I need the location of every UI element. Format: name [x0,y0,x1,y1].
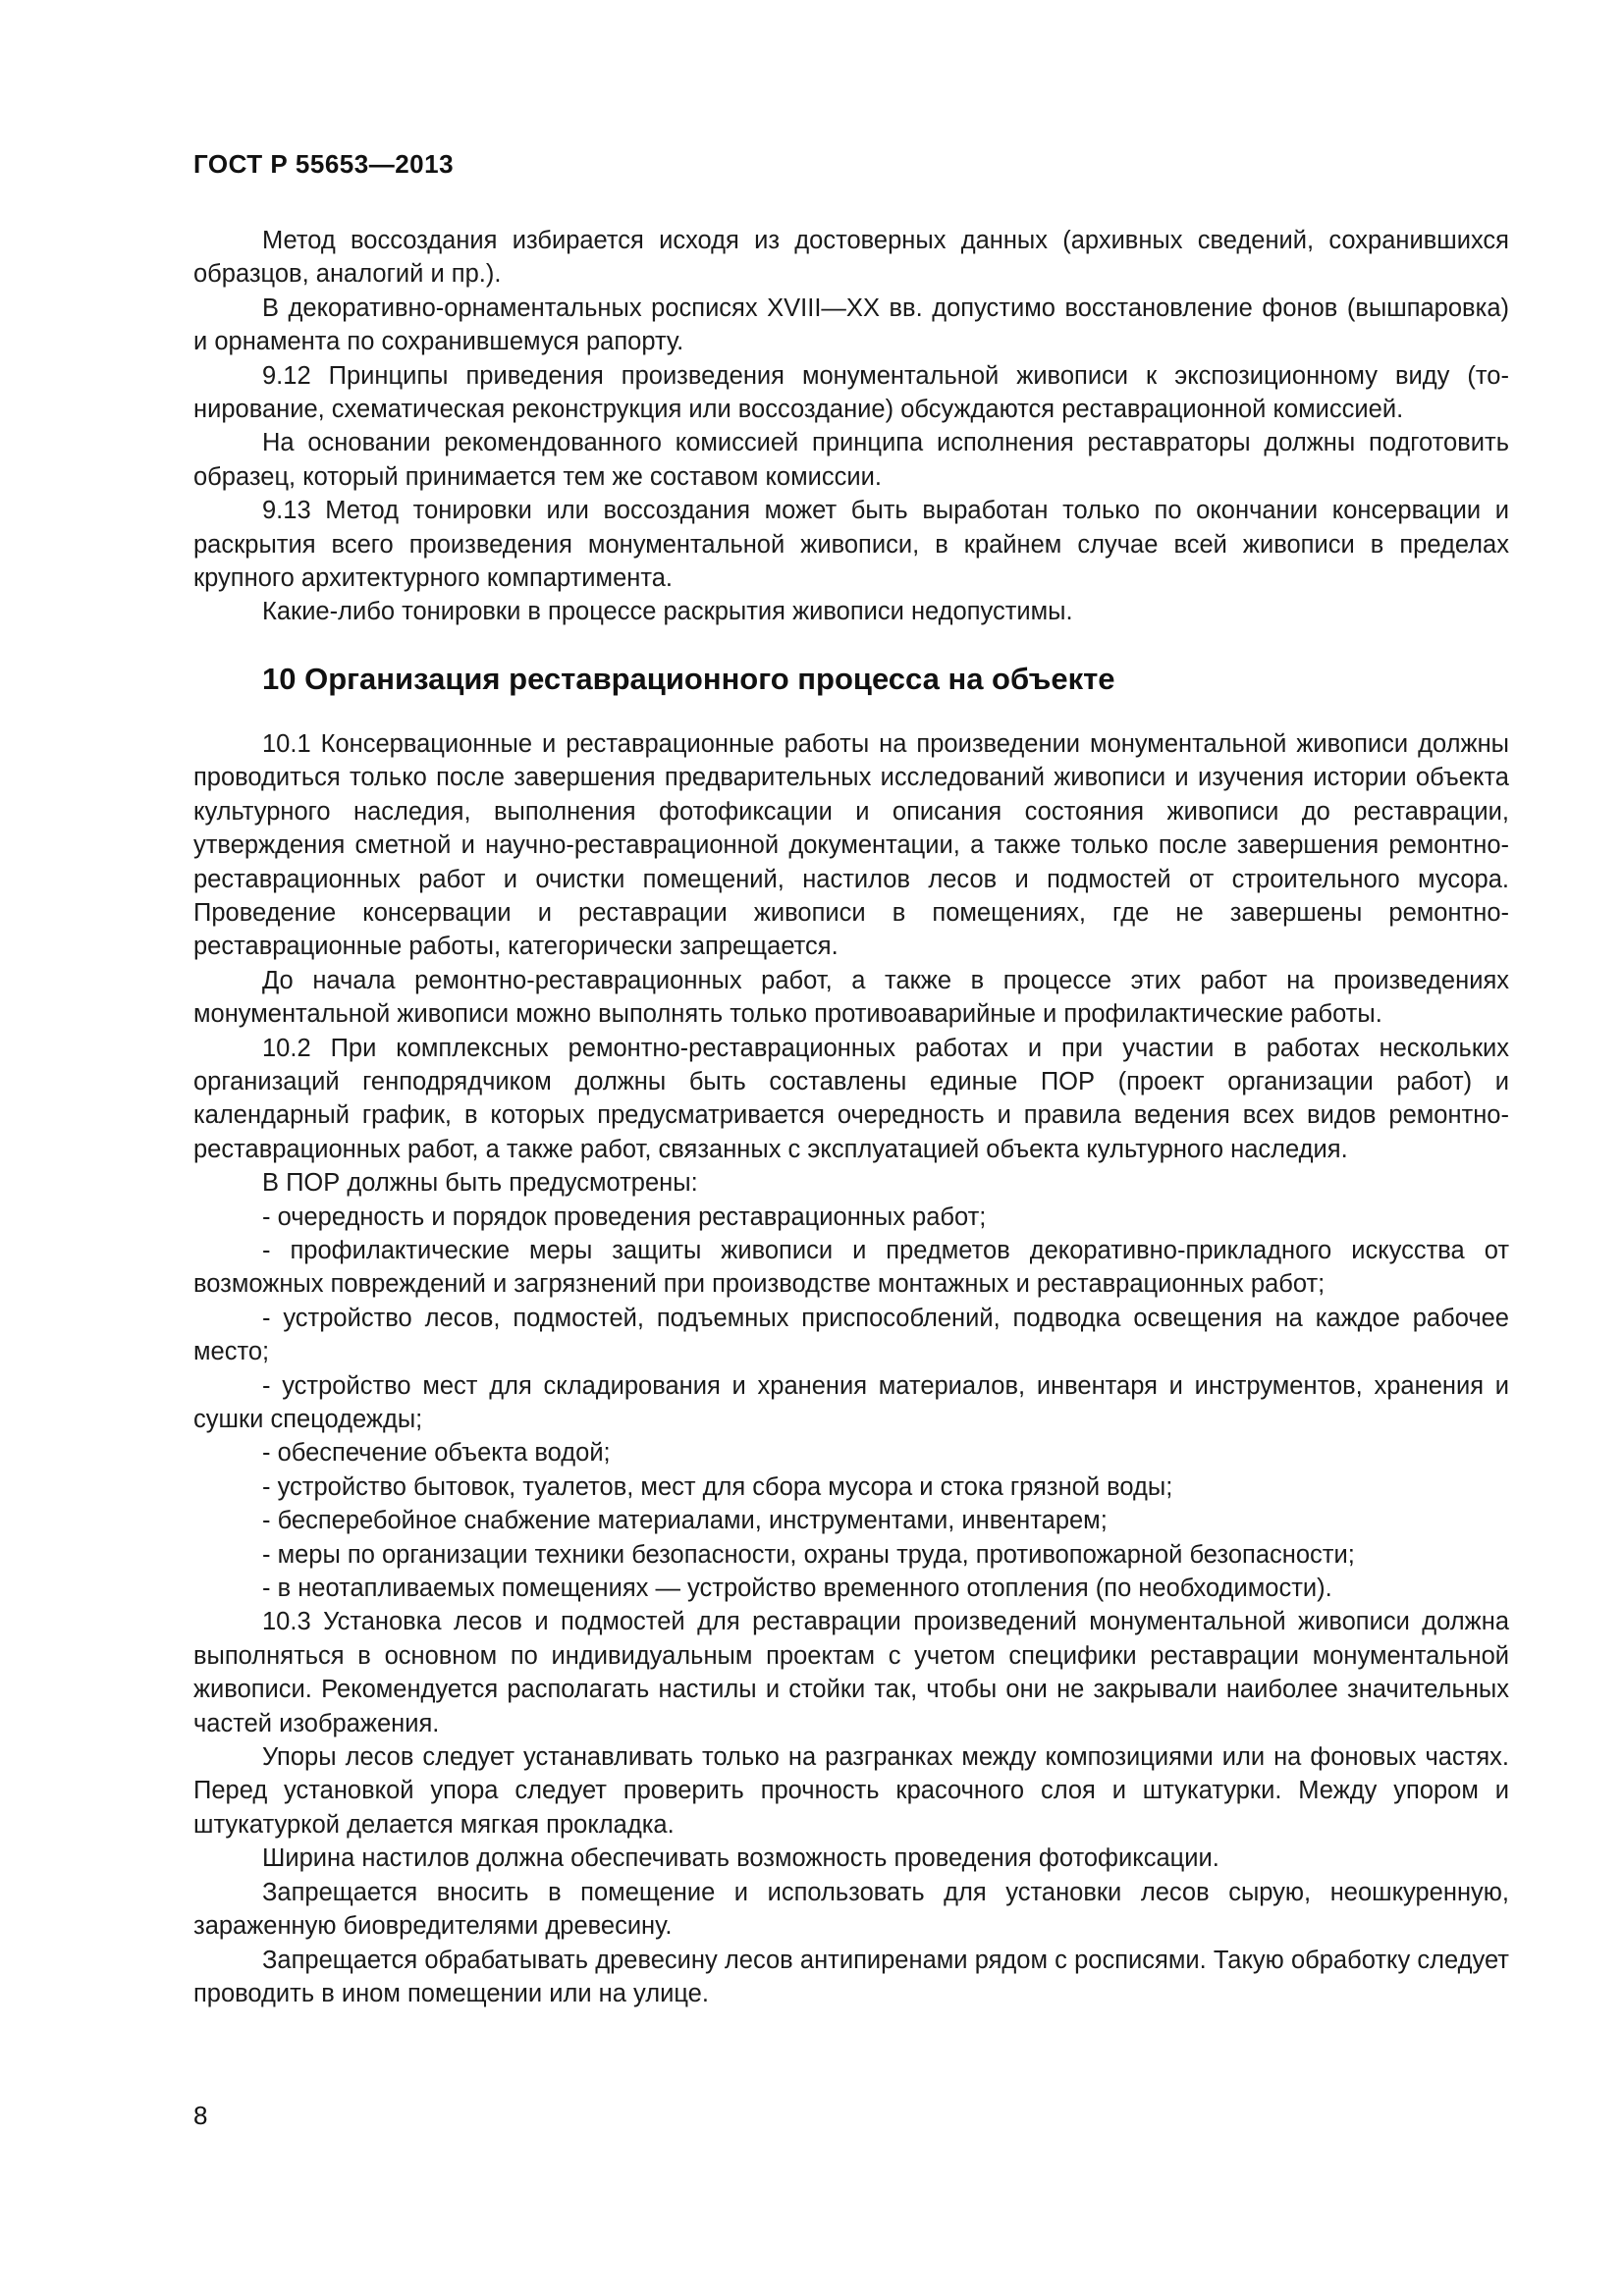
list-item: - устройство лесов, подмостей, подъемных приспособлений, подводка освещения на каждое рабочее место; [193,1304,1509,1366]
list-item: - профилактические меры защиты живописи и предметов декоративно-прикладного искусства от возможных повреждений и загрязнений при производстве монтажных и реставрационных работ; [193,1236,1509,1299]
paragraph-clause-10-3: 10.3 Установка лесов и подмостей для реставрации произведений монументальной живописи должна выполняться в основном по индивидуальным проектам с учетом специфики реставрации монументальной живописи. Рекомендуется располагать настилы и стойки так, чтобы они не закрывали наиболее значительных частей изображения. [193,1608,1509,1737]
list-item: - очередность и порядок проведения реставрационных работ; [262,1202,987,1231]
paragraph-clause-9-13: 9.13 Метод тонировки или воссоздания может быть выработан только по окончании консервации и раскрытия всего произведения монументальной живописи, в крайнем случае всей живописи в пределах крупного архитектурного компартимента. [193,497,1509,593]
list-item: - устройство мест для складирования и хранения материалов, инвентаря и инструментов, хранения и сушки спецодежды; [193,1371,1509,1433]
list-item: - обеспечение объекта водой; [262,1439,611,1468]
list-item: - меры по организации техники безопасности, охраны труда, противопожарной безопасности; [262,1540,1355,1569]
paragraph: Метод воссоздания избирается исходя из достоверных данных (архивных сведений, сохранившихся образцов, аналогий и пр.). [193,227,1509,289]
page-number: 8 [193,2101,208,2130]
paragraph: Упоры лесов следует устанавливать только на разгранках между композициями или на фоновых частях. Перед установкой упора следует проверить прочность красочного слоя и штукатурки. Между упором и штукатуркой делается мягкая прокладка. [193,1743,1509,1839]
paragraph: Запрещается обрабатывать древесину лесов антипиренами рядом с росписями. Такую обработку следует проводить в ином помещении или на улице. [193,1946,1509,2007]
document-body [193,224,1509,2010]
paragraph: В ПОР должны быть предусмотрены: [262,1169,698,1198]
paragraph: В декоративно-орнаментальных росписях XVIII—XX вв. допустимо восстановление фонов (вышпаровка) и орнамента по сохранившемуся рапорту. [193,294,1509,356]
paragraph: До начала ремонтно-реставрационных работ, а также в процессе этих работ на произведениях монументальной живописи можно выполнять только противоаварийные и профилактические работы. [193,966,1509,1029]
paragraph: Ширина настилов должна обеспечивать возможность проведения фотофиксации. [262,1844,1219,1873]
paragraph: Какие-либо тонировки в процессе раскрытия живописи недопустимы. [262,598,1073,626]
paragraph: Запрещается вносить в помещение и использовать для установки лесов сырую, неошкуренную, зараженную биовредителями древесину. [193,1878,1509,1941]
paragraph-clause-10-1: 10.1 Консервационные и реставрационные работы на произведении монументальной живописи должны проводиться только после завершения предварительных исследований живописи и изучения истории объекта культурного наследия, выполнения фотофиксации и описания состояния живописи до реставрации, утверждения сметной и научно-реставрационной документации, а также только после завершения ремонтно-реставрационных работ и очистки помещений, настилов лесов и подмостей от строительного мусора. Проведение консервации и реставрации живописи в помещениях, где не завершены ремонтно-реставрационные работы, категорически запрещается. [193,729,1509,961]
list-item: - в неотапливаемых помещениях — устройство временного отопления (по необходимости). [262,1575,1332,1603]
section-heading: 10 Организация реставрационного процесса на объекте [262,661,1115,696]
list-item: - устройство бытовок, туалетов, мест для сбора мусора и стока грязной воды; [262,1472,1173,1501]
standard-code-header: ГОСТ Р 55653—2013 [193,149,455,179]
paragraph: На основании рекомендованного комиссией принципа исполнения реставраторы должны подготовить образец, который принимается тем же составом комиссии. [193,429,1509,491]
paragraph-clause-9-12: 9.12 Принципы приведения произведения монументальной живописи к экспозиционному виду (тонирование, схематическая реконструкция или воссоздание) обсуждаются реставрационной комиссией. [193,361,1509,424]
paragraph-clause-10-2: 10.2 При комплексных ремонтно-реставрационных работах и при участии в работах нескольких организаций генподрядчиком должны быть составлены единые ПОР (проект организации работ) и календарный график, в которых предусматривается очередность и правила ведения всех видов ремонтно-реставрационных работ, а также работ, связанных с эксплуатацией объекта культурного наследия. [193,1034,1509,1163]
list-item: - бесперебойное снабжение материалами, инструментами, инвентарем; [262,1507,1108,1535]
